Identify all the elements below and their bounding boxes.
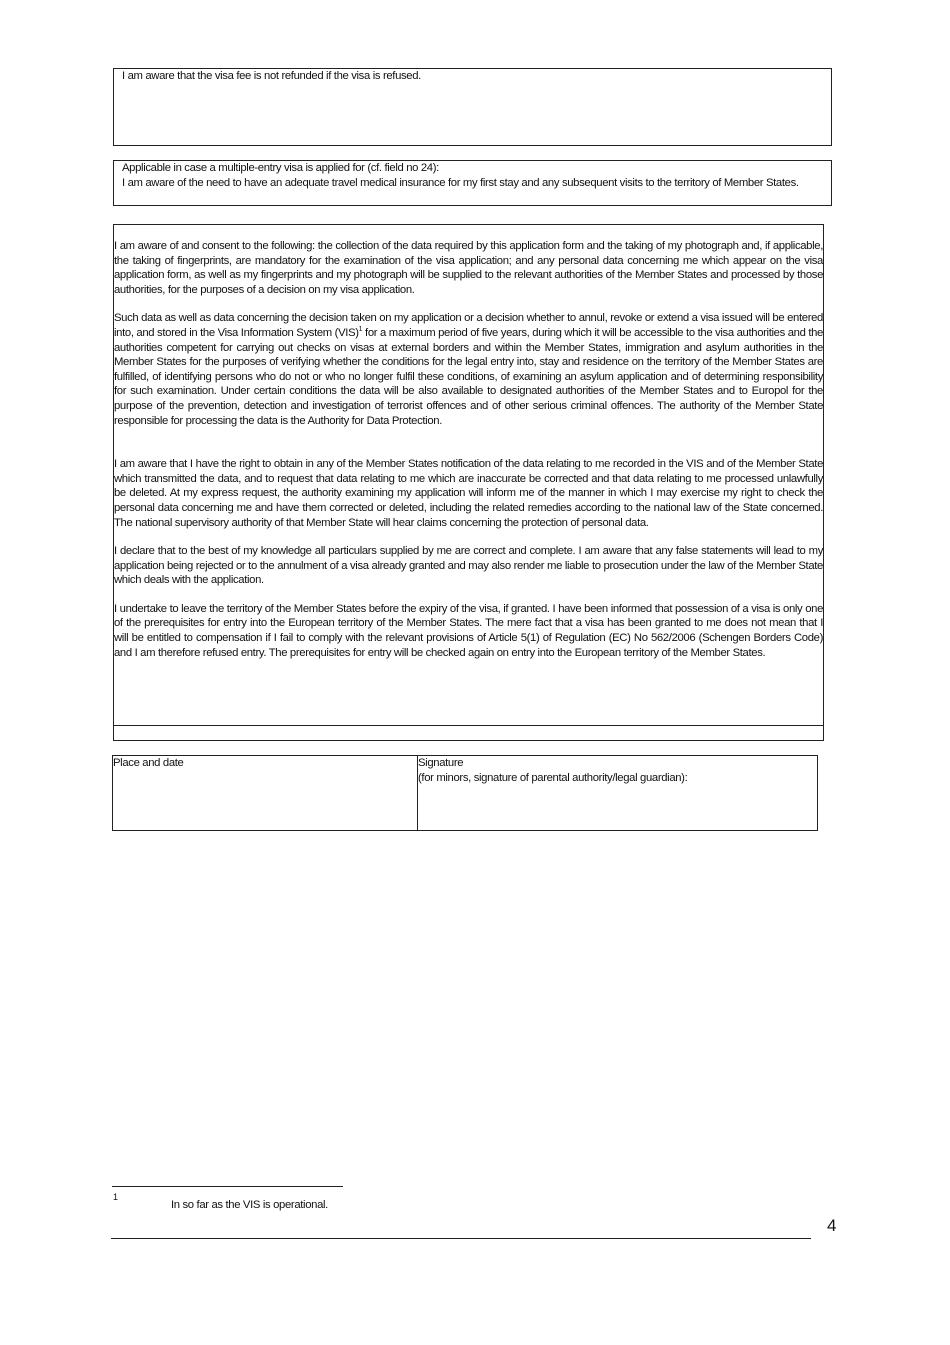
- place-and-date-label: Place and date: [113, 757, 184, 769]
- travel-insurance-notice-box: [113, 160, 832, 206]
- consent-paragraph-accuracy-declaration: I declare that to the best of my knowledge all particulars supplied by me are correct and complete. I am aware that any false statements will lead to my application being rejected or to the annulment of a visa already granted and may also render me liable to prosecution under the law of the Member State which deals with the application.: [114, 545, 823, 587]
- vis-storage-text-part1: Such data as well as data concerning the decision taken on my application or a decision whether to annul, revoke or extend a visa issued will be entered into, and stored in the Visa Information System (VIS): [114, 312, 823, 339]
- consent-paragraph-vis-storage: [114, 311, 823, 428]
- signature-minors-note: (for minors, signature of parental authority/legal guardian):: [418, 771, 688, 784]
- footnote-reference: 1: [358, 325, 363, 333]
- footnote-text: In so far as the VIS is operational.: [171, 1199, 328, 1211]
- consent-paragraph-data-collection: I am aware of and consent to the following: the collection of the data required by this application form and the taking of my photograph and, if applicable, the taking of fingerprints, are mandatory for the examination of the visa application; and any personal data concerning me which appear on the visa application form, as well as my fingerprints and my photograph will be supplied to the relevant authorities of the Member States and processed by those authorities, for the purposes of a decision on my visa application.: [114, 240, 823, 296]
- consent-paragraph-departure-undertaking: I undertake to leave the territory of the Member States before the expiry of the visa, if granted. I have been informed that possession of a visa is only one of the prerequisites for entry into the European territory of the Member States. The mere fact that a visa has been granted to me does not mean that I will be entitled to compensation if I fail to comply with the relevant provisions of Article 5(1) of Regulation (EC) No 562/2006 (Schengen Borders Code) and I am therefore refused entry. The prerequisites for entry will be checked again on entry into the European territory of the Member States.: [114, 602, 823, 659]
- consent-paragraph-data-rights: I am aware that I have the right to obtain in any of the Member States notification of the data relating to me recorded in the VIS and of the Member State which transmitted the data, and to request that data relating to me which are inaccurate be corrected and that data relating to me processed unlawfully be deleted. At my express request, the authority examining my application will inform me of the manner in which I may exercise my right to check the personal data concerning me and have them corrected or deleted, including the related remedies according to the national law of the State concerned. The national supervisory authority of that Member State will hear claims concerning the protection of personal data.: [114, 458, 823, 529]
- vis-storage-text-part2: for a maximum period of five years, during which it will be accessible to the visa authorities and the authorities competent for carrying out checks on visas at external borders and within the Member States, immigration and asylum authorities in the Member States for the purposes of verifying whether the conditions for the legal entry into, stay and residence on the territory of the Member States are fulfilled, of identifying persons who do not or who no longer fulfil these conditions, of examining an asylum application and of determining responsibility for such examination. Under certain conditions the data will be also available to designated authorities of the Member States and to Europol for the purpose of the prevention, detection and investigation of terrorist offences and of other serious criminal offences. The authority of the Member State responsible for processing the data is the Authority for Data Protection.: [114, 326, 823, 427]
- data-consent-declaration-box: [113, 224, 824, 741]
- footnote-separator: [112, 1186, 343, 1187]
- insurance-applicability-line: Applicable in case a multiple-entry visa is applied for (cf. field no 24):: [122, 162, 439, 174]
- consent-box-empty-row: [114, 725, 823, 726]
- page-bottom-rule: [111, 1238, 811, 1239]
- visa-fee-notice-box: [113, 68, 832, 146]
- signature-label: Signature: [418, 757, 464, 769]
- place-and-date-field[interactable]: [113, 756, 418, 830]
- signature-field[interactable]: [418, 756, 817, 830]
- page-number: 4: [827, 1216, 837, 1235]
- signature-table: [112, 755, 818, 831]
- insurance-notice-text: I am aware of the need to have an adequate travel medical insurance for my first stay and any subsequent visits to the territory of Member States.: [122, 176, 799, 189]
- footnote-number: 1: [113, 1192, 118, 1202]
- visa-fee-notice-text: I am aware that the visa fee is not refunded if the visa is refused.: [122, 70, 421, 82]
